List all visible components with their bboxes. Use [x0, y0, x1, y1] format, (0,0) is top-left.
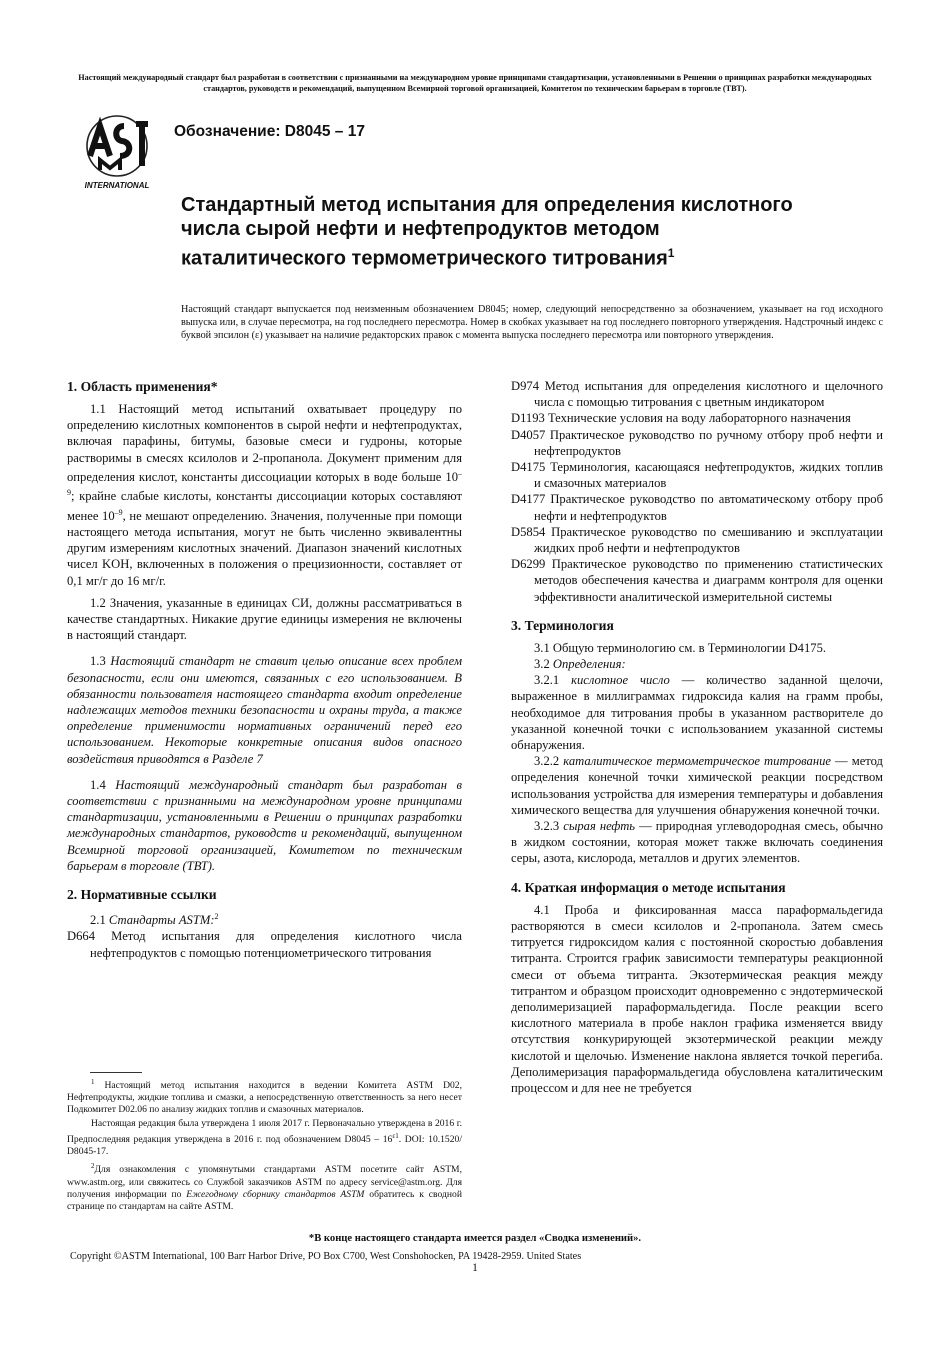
left-column [67, 378, 462, 961]
paragraph-3-2-1: 3.2.1 кислотное число — количество заданной щелочи, выраженное в миллиграммах гидроксида калия на грамм пробы, необходимое для титрования пробы в указанном растворителе до указанной конечной точки с использованием указанной системы обнаружения. [511, 673, 884, 753]
reference-d5854: D5854 Практическое руководство по смешиванию и эксплуатации жидких проб нефти и нефтепродуктов [511, 524, 883, 556]
astm-logo [76, 112, 158, 190]
copyright-line: Copyright ©ASTM International, 100 Barr Harbor Drive, PO Box C700, West Conshohocken, PA 19428-2959. United States [70, 1251, 582, 1262]
paragraph-2-1: 2.1 Стандарты ASTM:$^2$ [90, 912, 219, 928]
reference-d974: D974 Метод испытания для определения кислотного и щелочного числа с помощью титрования с цветным индикатором [511, 379, 883, 410]
reference-d1193: D1193 Технические условия на воду лабораторного назначения [511, 411, 851, 426]
astm-logo-icon [76, 112, 158, 190]
reference-d4177: D4177 Практическое руководство по автоматическому отбору проб нефти и нефтепродуктов [511, 492, 883, 523]
section-1-heading: 1. Область применения* [67, 379, 218, 394]
paragraph-3-2: 3.2 Определения: [534, 657, 626, 672]
paragraph-1-2: 1.2 Значения, указанные в единицах СИ, должны рассматриваться в качестве стандартных. Никакие другие единицы измерения не включены в настоящий стандарт. [67, 595, 462, 643]
intro-paragraph: Настоящий стандарт выпускается под неизменным обозначением D8045; номер, следующий непосредственно за обозначением, указывает на год исходного выпуска или, в случае пересмотра, на год последнего пересмотра. Номер в скобках указывает на год последнего повторного утверждения. Надстрочный индекс с буквой эпсилон (ε) указывает на наличие редакторских правок с момента выпуска последнего пересмотра или повторного утверждения. [181, 304, 883, 342]
reference-d4175: D4175 Терминология, касающаяся нефтепродуктов, жидких топлив и смазочных материалов [511, 460, 883, 491]
copyright-notice-banner: Настоящий международный стандарт был разработан в соответствии с признанными на международном уровне принципами стандартизации, установленными в Решении о принципах разработки международных стандартов, руководств и рекомендаций, выпущенном Всемирной торговой организацией, Комитетом по техническим барьерам в торговле (ТВТ). [78, 73, 872, 93]
paragraph-1-4: 1.4 Настоящий международный стандарт был разработан в соответствии с признанными на международном уровне принципами стандартизации, установленными в Решении о принципах разработки международных стандартов, руководств и рекомендаций, выпущенном Всемирной торговой организацией, Комитетом по техническим барьерам в торговле (ТВТ). [67, 777, 462, 873]
summary-of-changes-note: *В конце настоящего стандарта имеется раздел «Сводка изменений». [308, 1233, 642, 1244]
title-text: Стандартный метод испытания для определения кислотного числа сырой нефти и нефтепродуктов методом каталитического термометрического титрования [181, 194, 793, 270]
title-footnote-ref: 1 [667, 246, 675, 260]
paragraph-1-1: 1.1 Настоящий метод испытаний охватывает процедуру по определению кислотных компонентов в сырой нефти и нефтепродуктах, включая парафины, битумы, базовые смеси и гудроны, которые растворимы в смесях ксилолов и 2-пропанола. Документ применим для определения кислот, константы диссоциации которых в воде больше $10^{-9}$; крайне слабые кислоты, константы диссоциации которых составляют менее $10^{-9}$, не мешают определению. Значения, полученные при помощи настоящего метода испытания, могут не быть численно эквивалентны другим измерениям кислотных значений. Диапазон значений кислотных чисел KOH, включенных в положения о прецизионности, составляет от 0,1 мг/г до 16 мг/г. [67, 402, 462, 588]
reference-d664: D664 Метод испытания для определения кислотного числа нефтепродуктов с помощью потенциометрического титрования [67, 929, 462, 960]
section-4-heading: 4. Краткая информация о методе испытания [511, 879, 786, 895]
document-title [181, 193, 821, 271]
reference-d6299: D6299 Практическое руководство по применению статистических методов обеспечения качества и диаграмм контроля для оценки эффективности аналитической измерительной системы [511, 557, 883, 604]
footnotes [67, 1076, 462, 1215]
designation: Обозначение: D8045 – 17 [174, 123, 365, 140]
paragraph-3-2-2: 3.2.2 каталитическое термометрическое титрование — метод определения конечной точки химической реакции посредством использования устройства для измерения температуры и добавления химического вещества для улучшения обнаружения конечной точки. [511, 754, 883, 817]
right-column [511, 378, 883, 1096]
paragraph-3-1: 3.1 Общую терминологию см. в Терминологии D4175. [534, 640, 827, 655]
svg-text:INTERNATIONAL: INTERNATIONAL [84, 181, 150, 190]
footnote-1-edition: Настоящая редакция была утверждена 1 июля 2017 г. Первоначально утверждена в 2016 г. Предпоследняя редакция утверждена в 2016 г. под обозначением $D8045 - 16^{\varepsilon 1}$. DOI: 10.1520/ D8045-17. [67, 1118, 462, 1158]
footnote-1: $^1$ Настоящий метод испытания находится в ведении Комитета ASTM D02, Нефтепродукты, жидкие топлива и смазки, а непосредственную ответственность за него несет Подкомитет D02.06 по анализу жидких топлив и смазочных материалов. [67, 1078, 462, 1116]
section-3-heading: 3. Терминология [511, 617, 614, 633]
page-number: 1 [472, 1262, 478, 1274]
footnote-2: $^2$Для ознакомления с упомянутыми стандартами ASTM посетите сайт ASTM, www.astm.org, или свяжитесь со Службой заказчиков ASTM по адресу service@astm.org. Для получения информации по Ежегодному сборнику стандартов ASTM обратитесь к сводной странице по стандартам на сайте ASTM. [67, 1162, 462, 1212]
paragraph-1-3: 1.3 Настоящий стандарт не ставит целью описание всех проблем безопасности, если они имеются, связанных с его использованием. В обязанности пользователя настоящего стандарта входит определение надлежащих методов техники безопасности и охраны труда, а также определение применимости нормативных ограничений перед его использованием. Некоторые конкретные описания видов опасного воздействия приводятся в Разделе 7 [67, 654, 462, 766]
footnote-divider [90, 1072, 142, 1073]
reference-d4057: D4057 Практическое руководство по ручному отбору проб нефти и нефтепродуктов [511, 427, 883, 458]
section-2-heading: 2. Нормативные ссылки [67, 887, 217, 903]
paragraph-3-2-3: 3.2.3 сырая нефть — природная углеводородная смесь, обычно в жидком состоянии, которая может также включать соединения серы, азота, кислорода, металлов и других элементов. [511, 819, 883, 866]
paragraph-4-1: 4.1 Проба и фиксированная масса параформальдегида растворяются в смеси ксилолов и 2-пропанола. Затем смесь титруется гидроксидом калия с постоянной скоростью добавления титранта. Строится график зависимости температуры реакционной смеси от объема титранта. Экзотермическая реакция между титрантом и образцом происходит одновременно с эндотермической деполимеризацией параформальдегида. После реакции всего кислотного материала в пробе наклон графика изменяется ввиду отсутствия конкурирующей экзотермической реакции между кислотой и щелочью. Изменение наклона является точкой перегиба. Деполимеризация параформальдегида обусловлена каталитическим процессом и для нее не требуется [511, 902, 883, 1095]
